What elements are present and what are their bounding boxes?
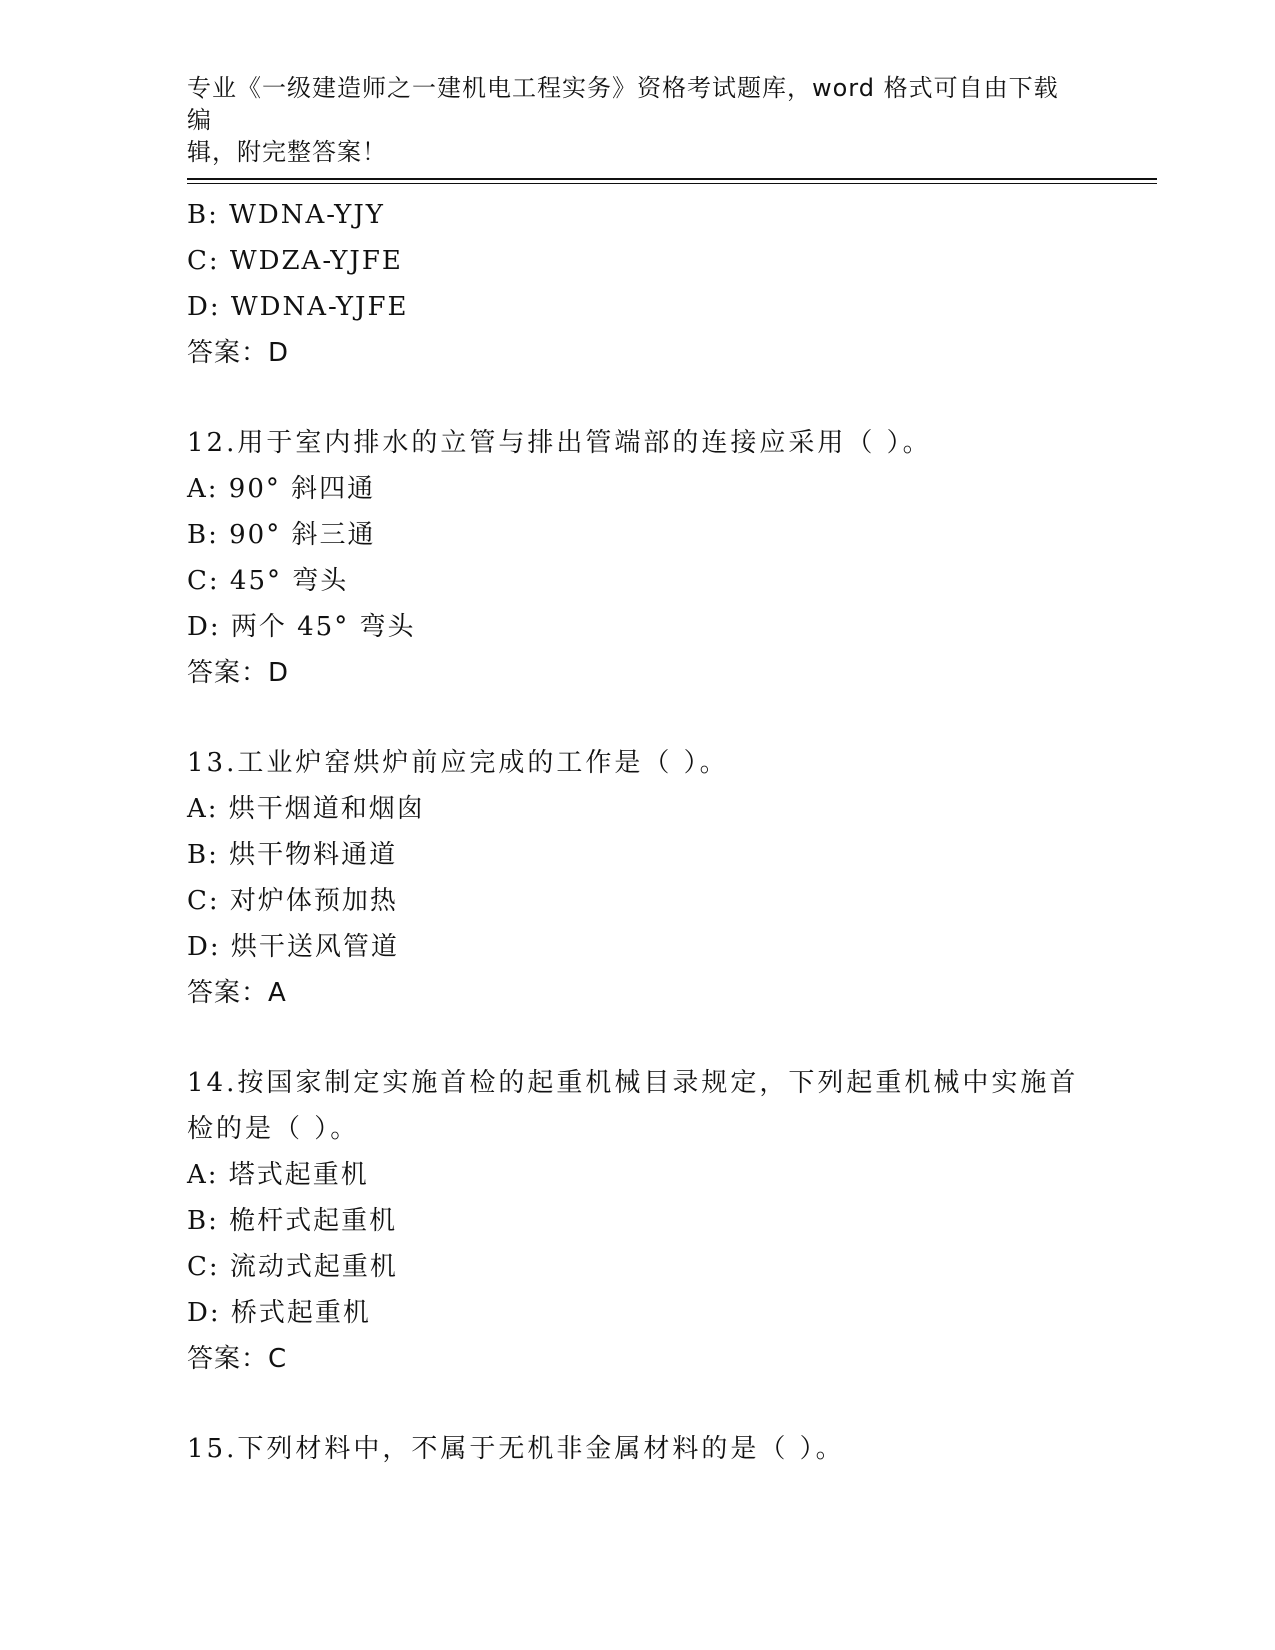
question-12: [187, 420, 1087, 696]
option-b: B: 桅杆式起重机: [187, 1206, 398, 1236]
option-a: A: 90° 斜四通: [187, 474, 376, 504]
spacer: [187, 376, 1087, 420]
answer-text: 答案：D: [187, 658, 290, 688]
option-d: D: 桥式起重机: [187, 1298, 371, 1328]
question-stem-line-2: 检的是（ ）。: [187, 1114, 360, 1144]
option-c: C: 对炉体预加热: [187, 886, 398, 916]
answer-text: 答案：D: [187, 338, 290, 368]
spacer: [187, 1016, 1087, 1060]
question-15: [187, 1426, 1087, 1472]
question-stem: 12.用于室内排水的立管与排出管端部的连接应采用（ ）。: [187, 428, 932, 458]
spacer: [187, 1382, 1087, 1426]
option-a: A: 烘干烟道和烟囱: [187, 794, 425, 824]
header-line-2: 辑，附完整答案！: [187, 138, 387, 166]
question-stem: 15.下列材料中，不属于无机非金属材料的是（ ）。: [187, 1434, 845, 1464]
option-d: D: WDNA-YJFE: [187, 292, 409, 322]
option-b: B: 90° 斜三通: [187, 520, 376, 550]
answer-text: 答案：C: [187, 1344, 288, 1374]
option-b: B: WDNA-YJY: [187, 200, 385, 230]
document-header: [187, 72, 1067, 168]
header-rule-thin: [187, 183, 1157, 184]
option-c: C: 流动式起重机: [187, 1252, 398, 1282]
header-rule-thick: [187, 178, 1157, 180]
option-c: C: WDZA-YJFE: [187, 246, 403, 276]
spacer: [187, 696, 1087, 740]
question-13: [187, 740, 1087, 1016]
option-d: D: 烘干送风管道: [187, 932, 399, 962]
header-line-1: 专业《一级建造师之一建机电工程实务》资格考试题库，word 格式可自由下载编: [187, 74, 1059, 134]
option-d: D: 两个 45° 弯头: [187, 612, 416, 642]
question-stem: 13.工业炉窑烘炉前应完成的工作是（ ）。: [187, 748, 729, 778]
question-list: [187, 192, 1087, 1472]
option-c: C: 45° 弯头: [187, 566, 349, 596]
question-11-continued: [187, 192, 1087, 376]
question-14: [187, 1060, 1087, 1382]
question-stem-line-1: 14.按国家制定实施首检的起重机械目录规定，下列起重机械中实施首: [187, 1068, 1079, 1098]
option-b: B: 烘干物料通道: [187, 840, 398, 870]
option-a: A: 塔式起重机: [187, 1160, 369, 1190]
answer-text: 答案：A: [187, 978, 287, 1008]
